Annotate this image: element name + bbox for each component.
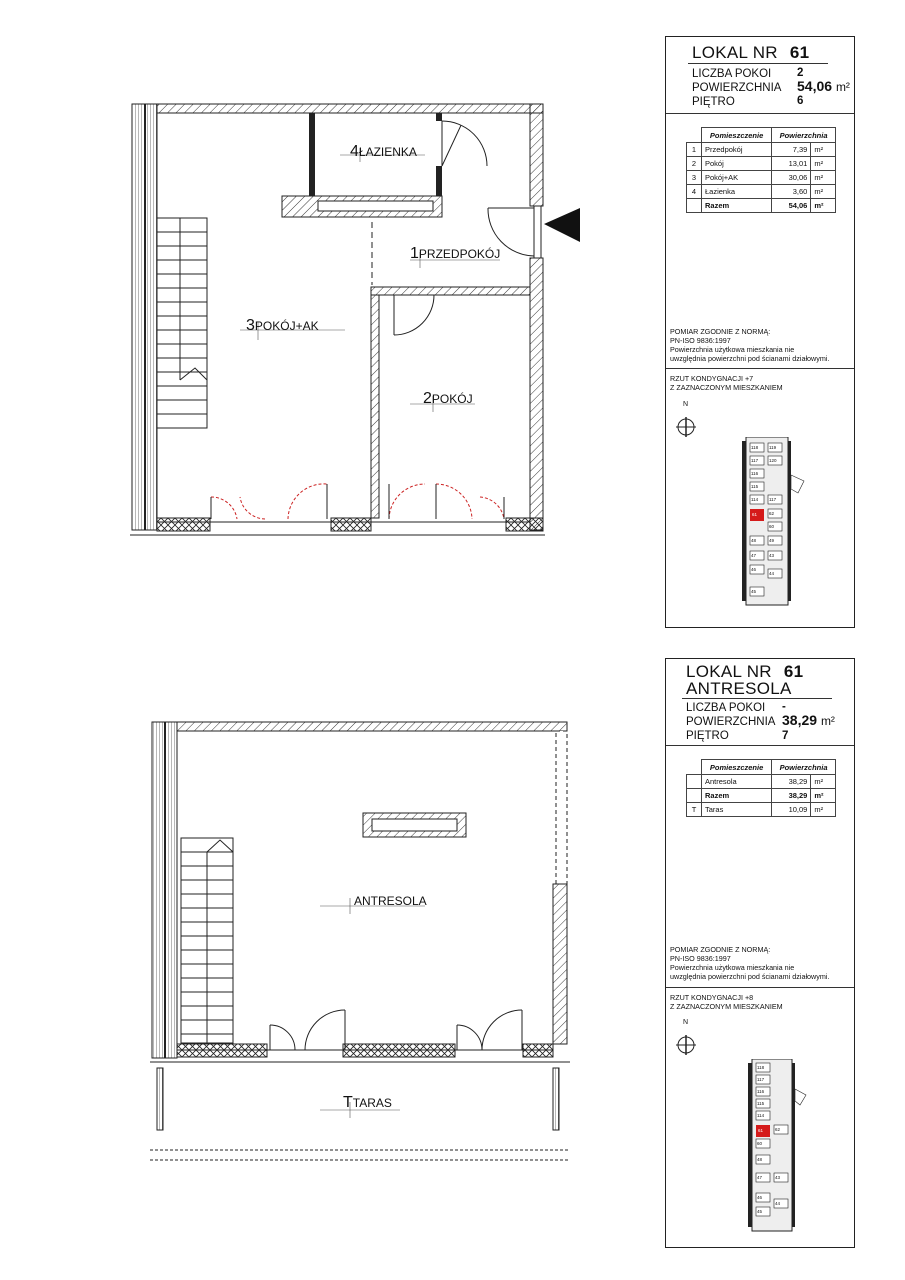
room-name: ANTRESOLA [354, 894, 427, 908]
table-row: 4 Łazienka 3,60 m² [687, 185, 836, 199]
rooms-table [686, 127, 836, 213]
lokal-number: 61 [783, 662, 804, 681]
table-header-area: Powierzchnia [772, 128, 836, 143]
room-number: 2 [423, 390, 432, 407]
north-label: N [683, 1019, 689, 1026]
area-unit: m² [835, 80, 850, 94]
lokal-title [686, 663, 803, 697]
table-total-row: Razem 54,06 m² [687, 199, 836, 213]
measurement-note: POMIAR ZGODNIE Z NORMĄ: PN-ISO 9836:1997 Powierzchnia użytkowa mieszkania nie uwzględnia powierzchni pod ścianami działowymi. [670, 327, 830, 363]
area-unit: m² [820, 714, 835, 728]
floor-value: 7 [782, 730, 789, 742]
room-number: 4 [350, 143, 359, 160]
table-row: 1 Przedpokój 7,39 m² [687, 143, 836, 157]
floor1-stairs [157, 218, 207, 428]
room-label-lazienka [350, 143, 417, 161]
meta-labels [692, 67, 781, 109]
info-card-level-6 [665, 36, 855, 628]
lokal-subtitle: ANTRESOLA [686, 679, 792, 698]
label-floor: PIĘTRO [692, 96, 735, 108]
level-plan-caption: RZUT KONDYGNACJI +8 Z ZAZNACZONYM MIESZKANIEM [670, 993, 783, 1011]
room-name: ŁAZIENKA [358, 145, 417, 159]
table-header-row [687, 128, 836, 143]
table-header-room: Pomieszczenie [702, 760, 772, 775]
room-number: 3 [246, 317, 255, 334]
meta-labels [686, 701, 775, 743]
label-rooms-count: LICZBA POKOI [686, 702, 766, 714]
floor1-balcony-doors [211, 484, 504, 519]
area-value: 38,29 [782, 712, 818, 728]
area-value-wrap [797, 78, 850, 94]
label-rooms-count: LICZBA POKOI [692, 68, 772, 80]
room-number: 1 [410, 245, 419, 262]
rooms-count-value: - [782, 701, 786, 713]
room-name: POKÓJ+AK [254, 319, 319, 333]
room-name: POKÓJ [431, 392, 473, 406]
lokal-title-text: LOKAL NR [692, 43, 778, 62]
room-label-antresola [354, 892, 427, 910]
floor2-stairs [181, 838, 233, 1043]
table-row: 3 Pokój+AK 30,06 m² [687, 171, 836, 185]
table-row-terrace: T Taras 10,09 m² [687, 803, 836, 817]
level-plan-caption: RZUT KONDYGNACJI +7 Z ZAZNACZONYM MIESZKANIEM [670, 374, 783, 392]
measurement-note: POMIAR ZGODNIE Z NORMĄ: PN-ISO 9836:1997 Powierzchnia użytkowa mieszkania nie uwzględnia powierzchni pod ścianami działowymi. [670, 945, 830, 981]
floor-value: 6 [797, 95, 804, 107]
label-area: POWIERZCHNIA [686, 716, 776, 728]
north-compass-icon [676, 403, 700, 439]
label-floor: PIĘTRO [686, 730, 729, 742]
key-plan-labels: 118 119 117 120 116 115 114 117 61 62 60 48 49 47 43 46 44 45 [751, 445, 777, 594]
lokal-title-text: LOKAL NR [686, 662, 772, 681]
room-label-taras [343, 1094, 392, 1112]
room-label-przedpokoj [410, 245, 500, 263]
lokal-number: 61 [789, 43, 810, 62]
room-label-pokoj-ak [246, 317, 319, 335]
room-label-pokoj [423, 390, 473, 408]
room-name: TARAS [352, 1096, 392, 1110]
table-header-row [687, 760, 836, 775]
table-row: 2 Pokój 13,01 m² [687, 157, 836, 171]
rooms-count-value: 2 [797, 67, 804, 79]
area-value: 54,06 [797, 78, 833, 94]
key-plan-labels: 118 117 116 115 114 61 62 60 48 47 43 46 44 45 [757, 1065, 781, 1214]
north-label: N [683, 401, 689, 408]
lokal-title [692, 43, 809, 63]
table-total-row: Razem 38,29 m² [687, 789, 836, 803]
floor1-walls [130, 104, 580, 535]
rooms-table [686, 759, 836, 817]
table-row: Antresola 38,29 m² [687, 775, 836, 789]
area-value-wrap [782, 712, 835, 728]
room-number: T [343, 1094, 353, 1111]
table-header-room: Pomieszczenie [702, 128, 772, 143]
info-card-mezzanine [665, 658, 855, 1248]
room-name: PRZEDPOKÓJ [418, 247, 501, 261]
table-header-area: Powierzchnia [772, 760, 836, 775]
entrance-arrow-icon [544, 208, 580, 242]
label-area: POWIERZCHNIA [692, 82, 782, 94]
north-compass-icon [676, 1021, 700, 1057]
